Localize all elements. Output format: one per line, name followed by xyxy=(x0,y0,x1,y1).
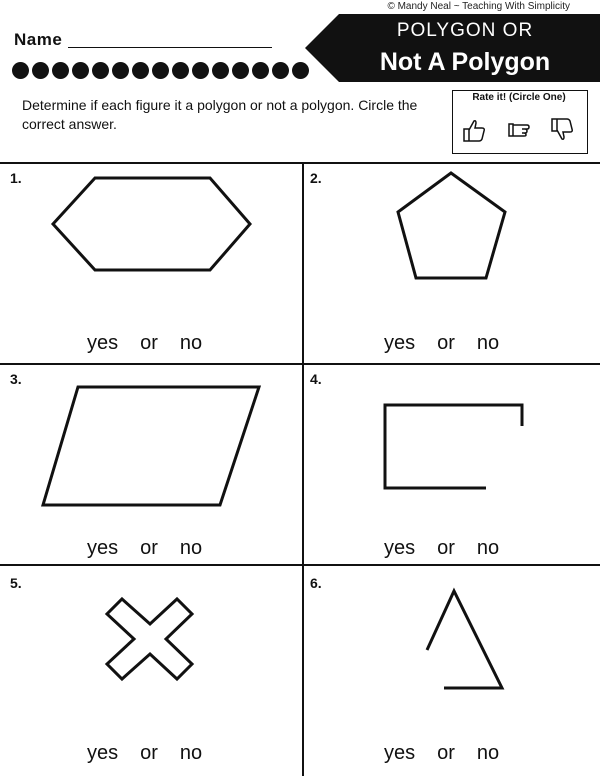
answer-no[interactable]: no xyxy=(179,537,203,559)
answer-choices xyxy=(87,742,202,765)
grid-vertical-divider xyxy=(302,162,304,776)
cross-shape xyxy=(104,596,196,682)
answer-choices xyxy=(384,742,499,765)
problem-number: 1. xyxy=(10,170,22,186)
problem-number: 4. xyxy=(310,371,322,387)
answer-yes[interactable]: yes xyxy=(87,742,119,764)
answer-yes[interactable]: yes xyxy=(87,332,119,354)
open-triangle-shape xyxy=(424,588,506,692)
name-field-line[interactable] xyxy=(68,46,272,48)
name-label: Name xyxy=(14,30,63,49)
answer-yes[interactable]: yes xyxy=(384,537,416,559)
answer-choices xyxy=(384,537,499,560)
grid-bottom-divider xyxy=(0,564,600,566)
answer-yes[interactable]: yes xyxy=(87,537,119,559)
problem-number: 6. xyxy=(310,575,322,591)
answer-or: or xyxy=(140,742,158,764)
answer-no[interactable]: no xyxy=(476,742,500,764)
answer-yes[interactable]: yes xyxy=(384,332,416,354)
answer-no[interactable]: no xyxy=(476,332,500,354)
answer-or: or xyxy=(140,332,158,354)
thumbs-up-icon[interactable] xyxy=(458,114,490,146)
copyright-text: © Mandy Neal ~ Teaching With Simplicity xyxy=(387,1,570,12)
grid-top-divider xyxy=(0,162,600,164)
answer-no[interactable]: no xyxy=(179,742,203,764)
thumbs-down-icon[interactable] xyxy=(546,114,578,146)
parallelogram-shape xyxy=(40,384,262,508)
pentagon-shape xyxy=(395,170,509,282)
answer-choices xyxy=(87,332,202,355)
answer-choices xyxy=(87,537,202,560)
title-line-2: Not A Polygon xyxy=(379,48,551,76)
grid-middle-divider xyxy=(0,363,600,365)
answer-or: or xyxy=(437,332,455,354)
hexagon-shape xyxy=(50,175,252,273)
problem-number: 3. xyxy=(10,371,22,387)
problem-number: 5. xyxy=(10,575,22,591)
rating-title: Rate it! (Circle One) xyxy=(472,92,566,103)
answer-or: or xyxy=(437,742,455,764)
thumbs-sideways-icon[interactable] xyxy=(503,114,535,146)
problem-number: 2. xyxy=(310,170,322,186)
answer-yes[interactable]: yes xyxy=(384,742,416,764)
open-rectangle-shape xyxy=(380,400,528,494)
decorative-dots xyxy=(12,62,309,79)
answer-no[interactable]: no xyxy=(476,537,500,559)
instructions: Determine if each figure it a polygon or not a polygon. Circle the correct answer. xyxy=(22,97,418,132)
answer-or: or xyxy=(140,537,158,559)
answer-or: or xyxy=(437,537,455,559)
answer-choices xyxy=(384,332,499,355)
answer-no[interactable]: no xyxy=(179,332,203,354)
title-line-1: POLYGON OR xyxy=(396,20,534,41)
